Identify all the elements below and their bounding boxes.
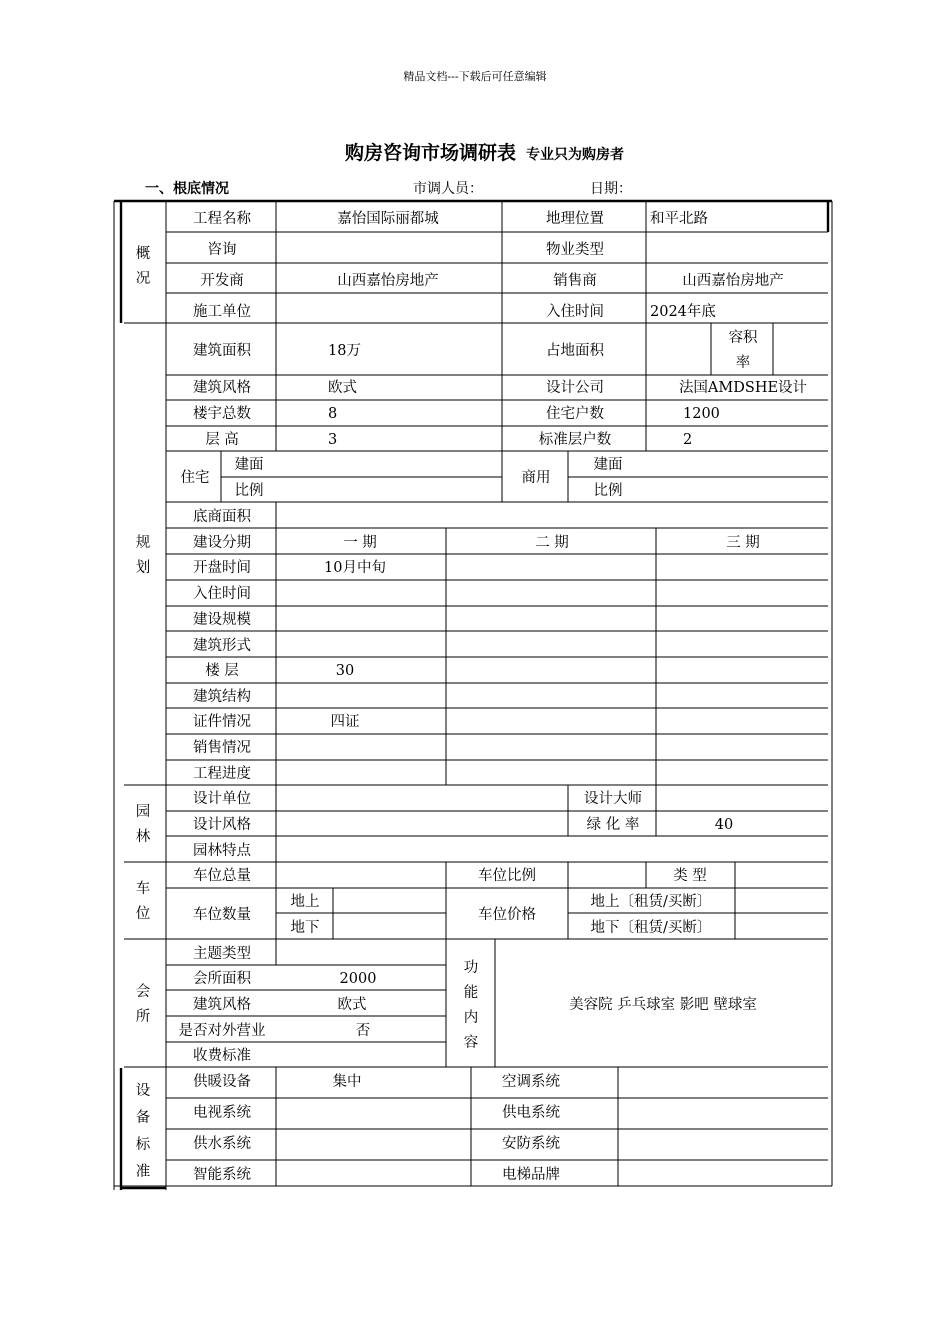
cell-text: 30 [335,663,355,679]
section-name-char: 位 [135,906,151,922]
cell-text: 二 期 [535,535,569,551]
cell-text: 证件情况 [193,714,251,730]
cell-text: 8 [328,406,338,422]
cell-text: 设计公司 [546,380,604,396]
cell-text: 山西嘉怡房地产 [337,273,439,289]
cell-text: 容积 [728,330,758,346]
cell-text: 建面 [234,457,264,473]
cell-text: 入住时间 [193,586,251,602]
section-name-char: 内 [463,1010,479,1026]
date-label: 日期： [590,181,632,197]
cell-text: 楼 层 [205,663,239,679]
cell-text: 40 [714,817,734,833]
section-name-char: 设 [135,1083,151,1099]
cell-text: 建筑面积 [193,343,251,359]
cell-text: 车位价格 [478,907,536,923]
cell-text: 建设规模 [193,612,251,628]
section-name-char: 车 [135,881,151,897]
cell-text: 车位数量 [193,907,251,923]
cell-text: 设计风格 [193,817,251,833]
cell-text: 园林特点 [193,843,251,859]
cell-text: 主题类型 [193,946,251,962]
cell-text: 销售情况 [193,740,251,756]
cell-text: 车位总量 [193,868,251,884]
cell-text: 建筑形式 [193,638,251,654]
cell-text: 建筑风格 [193,997,251,1013]
cell-text: 智能系统 [193,1167,251,1183]
cell-text: 住宅 [180,470,210,486]
section-name-char: 标 [135,1137,151,1153]
cell-text: 电梯品牌 [502,1167,560,1183]
section-name-char: 林 [135,829,151,845]
cell-text: 地理位置 [546,211,604,227]
cell-text: 设计单位 [193,791,251,807]
cell-text: 2024年底 [650,304,716,320]
section-name-char: 会 [135,984,151,1000]
cell-text: 施工单位 [193,304,251,320]
cell-text: 否 [355,1023,371,1039]
cell-text: 会所面积 [193,971,251,987]
cell-text: 供暖设备 [193,1074,251,1090]
cell-text: 比例 [593,483,623,499]
cell-text: 底商面积 [193,509,251,525]
cell-text: 10月中旬 [324,560,386,576]
cell-text: 入住时间 [546,304,604,320]
cell-text: 绿 化 率 [586,817,640,833]
cell-text: 标准层户数 [538,432,612,448]
cell-text: 三 期 [726,535,760,551]
cell-text: 1200 [683,406,720,422]
cell-text: 地上〔租赁/买断〕 [590,894,712,910]
cell-text: 咨询 [207,242,237,258]
cell-text: 建筑风格 [193,380,251,396]
cell-text: 供电系统 [502,1105,560,1121]
cell-text: 设计大师 [584,791,642,807]
cell-text: 楼宇总数 [193,406,251,422]
title-text: 购房咨询市场调研表 [345,142,517,164]
cell-text: 一 期 [343,535,377,551]
cell-text: 2 [683,432,693,448]
cell-text: 率 [735,355,751,371]
cell-text: 供水系统 [193,1136,251,1152]
section-name-char: 能 [463,985,479,1001]
cell-text: 电视系统 [193,1105,251,1121]
cell-text: 建面 [593,457,623,473]
cell-text: 2000 [339,971,377,987]
section-name-char: 功 [463,960,479,976]
section-name-char: 准 [135,1164,151,1180]
cell-text: 地下 [290,920,320,936]
cell-text: 开发商 [200,273,244,289]
cell-text: 法国AMDSHE设计 [678,380,808,396]
cell-text: 3 [328,432,338,448]
cell-text: 层 高 [205,432,239,448]
subtitle: 专业只为购房者 [526,147,625,163]
section-name-char: 所 [135,1009,151,1025]
cell-text: 车位比例 [478,868,536,884]
cell-text: 集中 [332,1074,362,1090]
section-name-char: 况 [135,271,151,287]
section-name-char: 备 [135,1110,151,1126]
section-name-char: 规 [135,535,151,551]
cell-text: 美容院 乒乓球室 影吧 壁球室 [569,997,757,1013]
cell-text: 地上 [290,894,320,910]
section-name-char: 园 [135,804,151,820]
section-label: 一、根底情况 [145,181,229,197]
cell-text: 欧式 [337,997,367,1013]
cell-text: 工程进度 [193,766,251,782]
cell-text: 工程名称 [193,211,251,227]
cell-text: 收费标准 [193,1048,251,1064]
cell-text: 地下〔租赁/买断〕 [590,920,712,936]
cell-text: 类 型 [673,868,707,884]
cell-text: 物业类型 [546,242,604,258]
cell-text: 开盘时间 [193,560,251,576]
cell-text: 占地面积 [546,343,604,359]
cell-text: 安防系统 [502,1136,560,1152]
section-name-char: 划 [135,560,151,576]
surveyor-label: 市调人员： [413,181,483,197]
header-note: 精品文档---下载后可任意编辑 [403,70,547,83]
cell-text: 山西嘉怡房地产 [682,273,784,289]
cell-text: 建设分期 [193,535,251,551]
cell-text: 商用 [521,470,551,486]
section-name-char: 概 [135,246,151,262]
cell-text: 建筑结构 [193,689,251,705]
cell-text: 空调系统 [502,1074,560,1090]
cell-text: 18万 [328,343,361,359]
cell-text: 嘉怡国际丽都城 [337,211,439,227]
cell-text: 销售商 [553,273,597,289]
cell-text: 和平北路 [650,211,708,227]
cell-text: 比例 [234,483,264,499]
section-name-char: 容 [463,1035,479,1051]
cell-text: 是否对外营业 [178,1023,266,1039]
cell-text: 四证 [330,714,360,730]
cell-text: 欧式 [328,380,357,396]
cell-text: 住宅户数 [546,406,604,422]
